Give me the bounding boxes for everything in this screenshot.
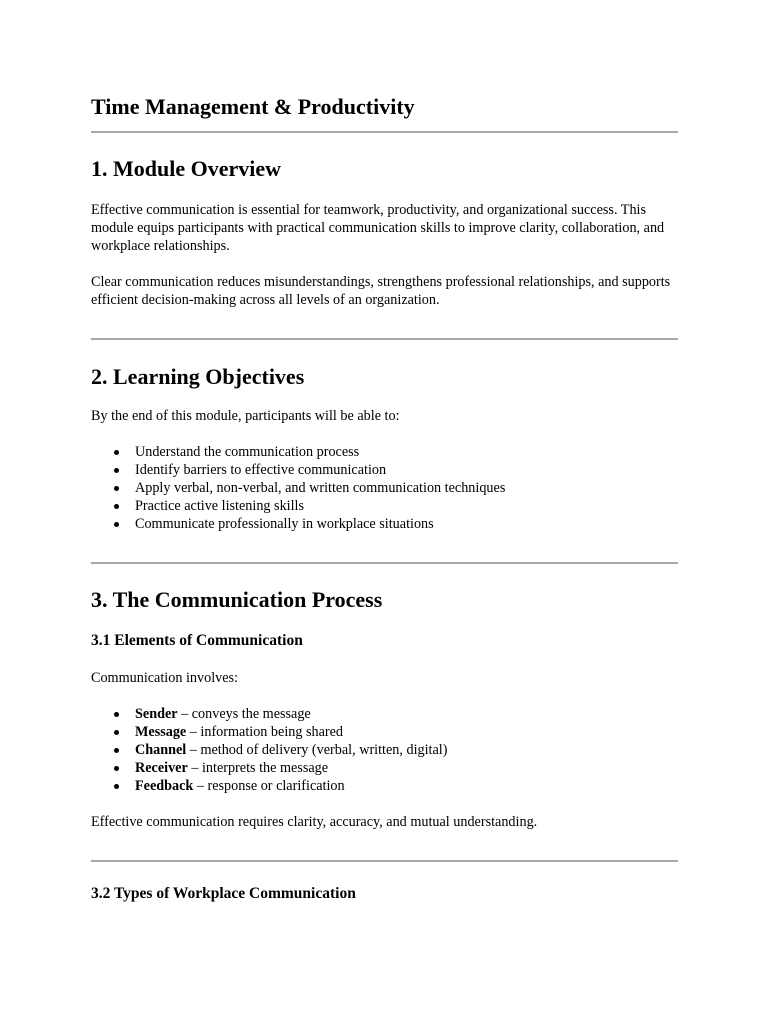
bullet-icon	[114, 504, 119, 509]
bullet-icon	[114, 748, 119, 753]
section-divider	[91, 131, 678, 133]
section-3-heading: 3. The Communication Process	[91, 587, 383, 612]
list-item	[91, 705, 447, 723]
element-description: – conveys the message	[177, 706, 311, 722]
subsection-3-1-heading: 3.1 Elements of Communication	[91, 632, 303, 649]
list-item	[91, 497, 505, 515]
element-description: – interprets the message	[187, 760, 329, 776]
element-description: – method of delivery (verbal, written, digital)	[186, 742, 448, 758]
element-term: Sender	[135, 706, 178, 722]
bullet-icon	[114, 766, 119, 771]
section-1-paragraph-2: Clear communication reduces misunderstandings, strengthens professional relationships, and supports efficient decision-making across all levels of an organization.	[91, 274, 671, 308]
bullet-icon	[114, 486, 119, 491]
learning-objectives-list	[91, 443, 505, 533]
bullet-icon	[114, 522, 119, 527]
list-item	[91, 741, 447, 759]
objective-text: Understand the communication process	[135, 444, 360, 460]
list-item	[91, 443, 505, 461]
section-2-heading: 2. Learning Objectives	[91, 364, 305, 389]
bullet-icon	[114, 784, 119, 789]
list-item	[91, 461, 505, 479]
list-item	[91, 723, 447, 741]
element-term: Receiver	[135, 760, 188, 776]
bullet-icon	[114, 730, 119, 735]
element-term: Message	[135, 724, 187, 740]
objective-text: Communicate professionally in workplace situations	[135, 516, 434, 532]
list-item	[91, 777, 447, 795]
section-divider	[91, 338, 678, 340]
objective-text: Apply verbal, non-verbal, and written communication techniques	[135, 480, 506, 496]
section-divider	[91, 562, 678, 564]
list-item	[91, 759, 447, 777]
section-1-heading: 1. Module Overview	[91, 156, 282, 181]
section-divider	[91, 860, 678, 862]
document-title: Time Management & Productivity	[91, 94, 415, 119]
section-1-paragraph-1: Effective communication is essential for teamwork, productivity, and organizational success. This module equips participants with practical communication skills to improve clarity, collaboration, and workplace relationships.	[91, 202, 665, 254]
element-description: – response or clarification	[193, 778, 345, 794]
element-term: Channel	[135, 742, 187, 758]
bullet-icon	[114, 450, 119, 455]
objective-text: Identify barriers to effective communication	[135, 462, 387, 478]
communication-elements-list	[91, 705, 447, 795]
list-item	[91, 515, 505, 533]
bullet-icon	[114, 712, 119, 717]
bullet-icon	[114, 468, 119, 473]
subsection-3-2-heading: 3.2 Types of Workplace Communication	[91, 885, 356, 902]
element-term: Feedback	[135, 778, 194, 794]
subsection-3-1-conclusion: Effective communication requires clarity, accuracy, and mutual understanding.	[91, 814, 538, 830]
list-item	[91, 479, 505, 497]
objective-text: Practice active listening skills	[135, 498, 305, 514]
element-description: – information being shared	[186, 724, 344, 740]
subsection-3-1-intro: Communication involves:	[91, 670, 238, 686]
section-2-intro: By the end of this module, participants will be able to:	[91, 408, 400, 424]
